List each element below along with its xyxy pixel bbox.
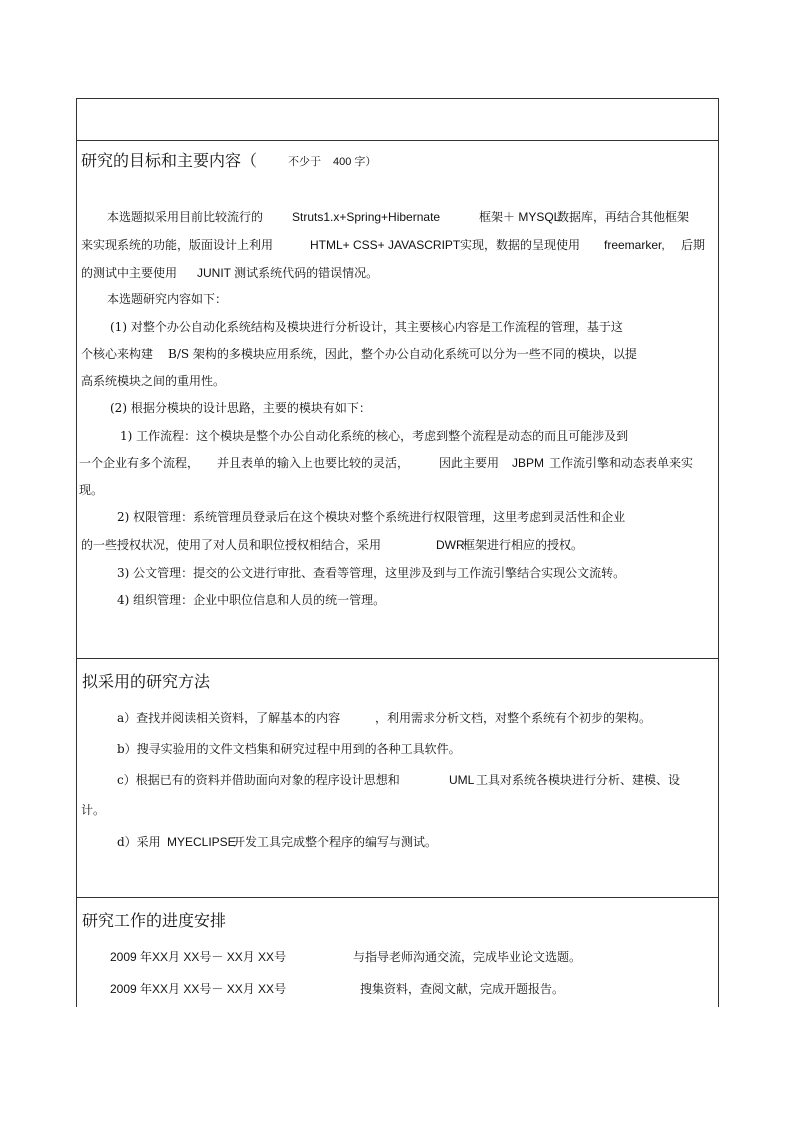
method-a-2: ，利用需求分析文档，对整个系统有个初步的架构。 <box>375 711 652 725</box>
para1-line2-d: freemarker, <box>604 238 665 252</box>
section-goals-note: 不少于 <box>288 155 321 168</box>
research-intro: 本选题研究内容如下： <box>107 292 228 306</box>
method-d-1: d）采用 <box>117 835 161 849</box>
schedule-row-1-date: 2009 年XX月 XX号－ XX月 XX号 <box>110 950 287 964</box>
sub3: 3) 公文管理：提交的公文进行审批、查看等管理，这里涉及到与工作流引擎结合实现公文流转。 <box>117 566 626 580</box>
para1-line2-a: 来实现系统的功能，版面设计上利用 <box>81 238 274 252</box>
item1-line1: (1) 对整个办公自动化系统结构及模块进行分析设计，其主要核心内容是工作流程的管理，基于这 <box>110 320 623 334</box>
sub1-line2-b: 并且表单的输入上也要比较的灵活， <box>217 456 410 470</box>
item1-line2-b: B/S 架构的多模块应用系统，因此，整个办公自动化系统可以分为一些不同的模块，以提 <box>168 347 637 361</box>
form-table-frame <box>76 98 719 1007</box>
sub2-line2-c: 框架进行相应的授权。 <box>463 538 584 552</box>
para1-line3-b: JUNIT 测试系统代码的错误情况。 <box>197 266 379 280</box>
section-methods-title: 拟采用的研究方法 <box>82 672 211 691</box>
method-c-3: 工具对系统各模块进行分析、建模、设 <box>476 773 681 787</box>
method-d-2: MYECLIPSE <box>167 835 236 849</box>
sub4: 4) 组织管理：企业中职位信息和人员的统一管理。 <box>117 593 386 607</box>
item2: (2) 根据分模块的设计思路，主要的模块有如下： <box>110 401 371 415</box>
para1-line3-a: 的测试中主要使用 <box>81 266 178 280</box>
method-a-1: a）查找并阅读相关资料，了解基本的内容 <box>117 711 341 725</box>
method-d-3: 开发工具完成整个程序的编写与测试。 <box>233 835 438 849</box>
item1-line2-a: 个核心来构建 <box>81 347 154 361</box>
schedule-row-1-task: 与指导老师沟通交流，完成毕业论文选题。 <box>353 950 582 964</box>
sub1-line2-e: 工作流引擎和动态表单来实 <box>549 456 694 470</box>
para1-line1-a: 本选题拟采用目前比较流行的 <box>107 210 264 224</box>
sub1-line2-c: 因此主要用 <box>439 456 500 470</box>
para1-line2-e: 后期 <box>681 238 706 252</box>
sub1-line1: 1) 工作流程：这个模块是整个办公自动化系统的核心，考虑到整个流程是动态的而且可能涉及到 <box>120 429 629 443</box>
sub1-line3: 现。 <box>79 483 104 497</box>
para1-line1-d: 数据库，再结合其他框架 <box>557 210 690 224</box>
sub2-line2-b: DWR <box>436 538 465 552</box>
sub1-line2-d: JBPM <box>512 456 545 470</box>
sub1-line2-a: 一个企业有多个流程， <box>79 456 200 470</box>
section-goals-title: 研究的目标和主要内容（ <box>81 151 258 170</box>
method-c-2: UML <box>449 773 475 787</box>
schedule-row-2-task: 搜集资料，查阅文献，完成开题报告。 <box>360 982 565 996</box>
sub2-line1: 2) 权限管理：系统管理员登录后在这个模块对整个系统进行权限管理，这里考虑到灵活性和企业 <box>117 510 626 524</box>
sub2-line2-a: 的一些授权状况，使用了对人员和职位授权相结合，采用 <box>81 538 382 552</box>
schedule-row-2-date: 2009 年XX月 XX号－ XX月 XX号 <box>110 982 287 996</box>
method-c-4: 计。 <box>81 803 106 817</box>
para1-line2-c: 实现，数据的呈现使用 <box>460 238 581 252</box>
table-top-border <box>76 98 719 99</box>
row-divider-2 <box>76 658 719 659</box>
row-divider-1 <box>76 140 719 141</box>
item1-line3: 高系统模块之间的重用性。 <box>81 374 226 388</box>
para1-line1-c: 框架＋ MYSQL <box>479 210 561 224</box>
para1-line1-b: Struts1.x+Spring+Hibernate <box>292 210 441 224</box>
method-c-1: c）根据已有的资料并借助面向对象的程序设计思想和 <box>117 773 400 787</box>
section-schedule-title: 研究工作的进度安排 <box>82 911 227 930</box>
method-b: b）搜寻实验用的文件文档集和研究过程中用到的各种工具软件。 <box>117 742 461 756</box>
section-goals-note-count: 400 字） <box>333 156 377 168</box>
para1-line2-b: HTML+ CSS+ JAVASCRIPT <box>310 238 461 252</box>
row-divider-3 <box>76 897 719 898</box>
